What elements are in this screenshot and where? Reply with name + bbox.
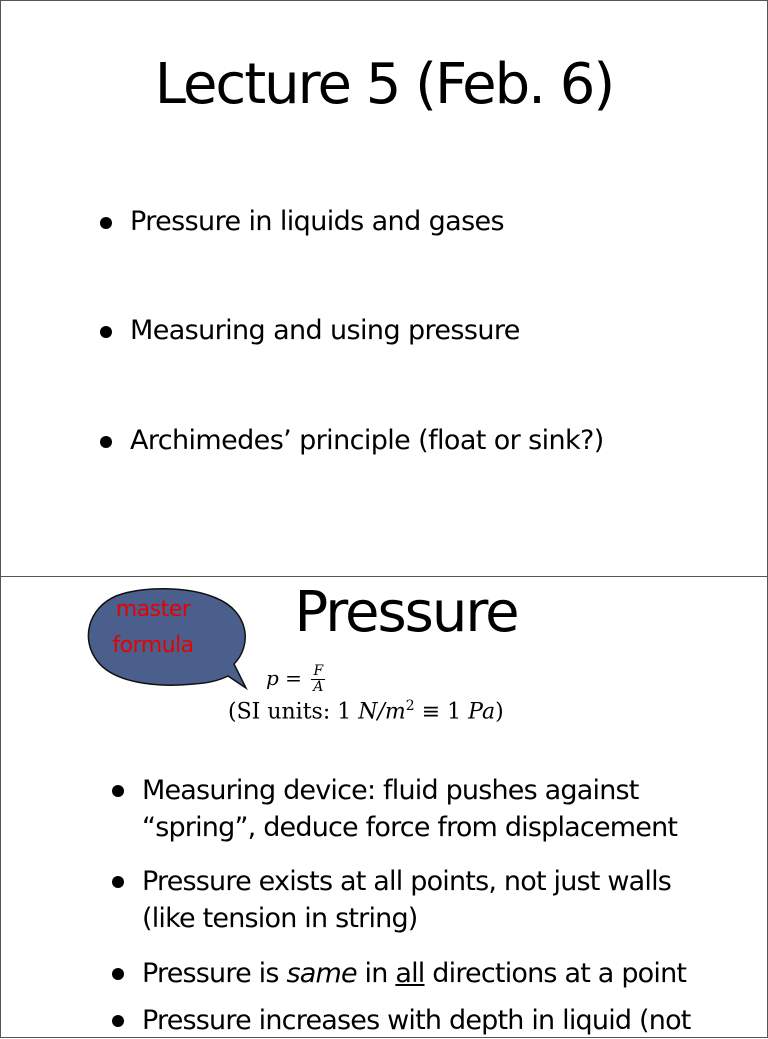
bullet-dot-icon (100, 436, 112, 448)
bullet-text: Archimedes’ principle (float or sink?) (130, 425, 604, 456)
bullet-text: Pressure increases with depth in liquid (not (142, 1005, 691, 1036)
formula-lhs: p (266, 666, 279, 690)
callout-line: master (115, 597, 191, 622)
formula-equals: = (285, 666, 302, 690)
slide-2-title: Pressure (294, 580, 518, 645)
bullet-text: Measuring and using pressure (130, 315, 520, 346)
bullet-text-part: Pressure is (142, 958, 287, 989)
bullet-dot-icon (112, 1015, 124, 1027)
bullet-text: Pressure in liquids and gases (130, 206, 505, 237)
si-units-one: 1 (447, 699, 462, 725)
bullet-text-part: in (356, 958, 396, 989)
pressure-formula (266, 664, 325, 702)
bullet-dot-icon (100, 217, 112, 229)
bullet-dot-icon (100, 326, 112, 338)
bullet-line: “spring”, deduce force from displacement (142, 812, 678, 843)
bullet-underline: all (395, 958, 425, 989)
bullet-dot-icon (112, 785, 124, 797)
si-units-equiv: ≡ (421, 699, 441, 725)
bullet-text (142, 863, 671, 937)
callout-text (90, 592, 216, 664)
si-units-close: ) (495, 699, 504, 725)
si-units-unit: Pa (468, 699, 496, 725)
bullet-line: Pressure exists at all points, not just walls (142, 866, 672, 897)
si-units-line (228, 698, 504, 724)
formula-numerator: F (311, 664, 325, 680)
bullet-text (142, 772, 677, 846)
bullet-line: Measuring device: fluid pushes against (142, 775, 639, 806)
si-units-exponent: 2 (405, 698, 415, 714)
bullet-text-part: directions at a point (424, 958, 687, 989)
si-units-one: 1 (337, 699, 352, 725)
slide-1-title: Lecture 5 (Feb. 6) (154, 52, 614, 117)
bullet-line: (like tension in string) (142, 903, 418, 934)
bullet-dot-icon (112, 968, 124, 980)
si-units-unit: N/m (358, 699, 406, 725)
bullet-text (142, 955, 686, 992)
bullet-dot-icon (112, 876, 124, 888)
bullet-emphasis: same (286, 958, 357, 989)
formula-fraction (311, 664, 325, 695)
si-units-open: (SI units: (228, 699, 331, 725)
callout-line: formula (112, 633, 194, 658)
formula-denominator: A (313, 679, 324, 695)
